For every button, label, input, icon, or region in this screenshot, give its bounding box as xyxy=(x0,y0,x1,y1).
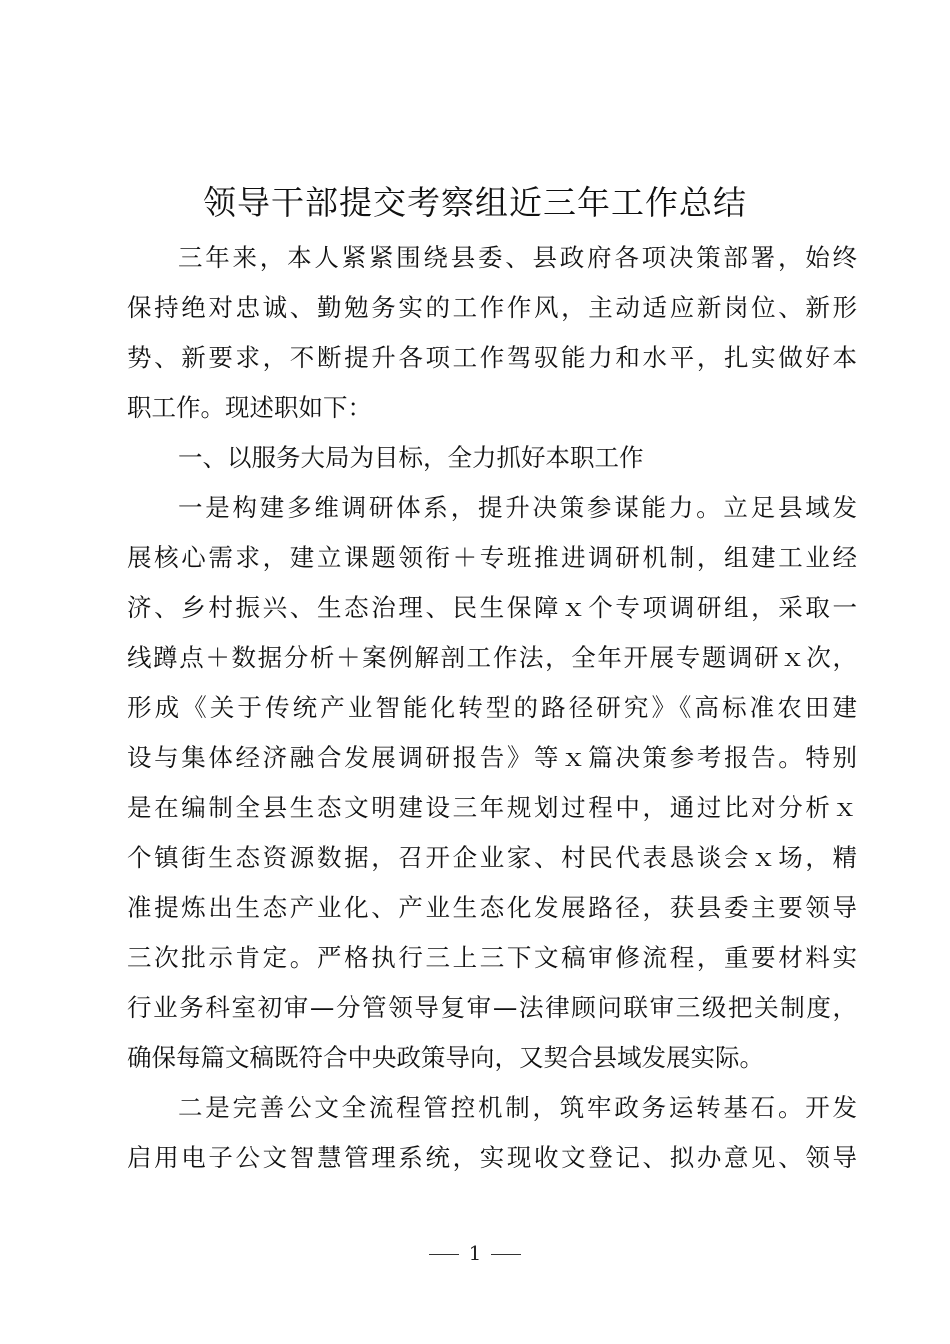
document-body xyxy=(127,233,857,1183)
page-footer xyxy=(0,1238,950,1268)
paragraph-line: 启用电子公文智慧管理系统，实现收文登记、拟办意见、领导 xyxy=(127,1143,857,1172)
paragraph-line: 形成《关于传统产业智能化转型的路径研究》《高标准农田建 xyxy=(127,693,857,722)
paragraph-line: 展核心需求，建立课题领衔＋专班推进调研机制，组建工业经 xyxy=(127,543,857,572)
paragraph-line: 准提炼出生态产业化、产业生态化发展路径，获县委主要领导 xyxy=(127,893,857,922)
paragraph-line: 一是构建多维调研体系，提升决策参谋能力。立足县域发 xyxy=(178,493,857,522)
footer-dash-right xyxy=(491,1254,521,1255)
paragraph-line: 线蹲点＋数据分析＋案例解剖工作法，全年开展专题调研ｘ次， xyxy=(127,643,857,672)
paragraph-line: 三年来，本人紧紧围绕县委、县政府各项决策部署，始终 xyxy=(178,243,857,272)
document-title: 领导干部提交考察组近三年工作总结 xyxy=(203,183,747,222)
paragraph-line: 设与集体经济融合发展调研报告》等ｘ篇决策参考报告。特别 xyxy=(127,743,857,772)
section-heading: 一、以服务大局为目标，全力抓好本职工作 xyxy=(178,443,644,472)
paragraph-line: 行业务科室初审—分管领导复审—法律顾问联审三级把关制度， xyxy=(127,993,857,1022)
paragraph-line: 三次批示肯定。严格执行三上三下文稿审修流程，重要材料实 xyxy=(127,943,857,972)
paragraph-line: 职工作。现述职如下： xyxy=(127,393,372,422)
paragraph-line: 济、乡村振兴、生态治理、民生保障ｘ个专项调研组，采取一 xyxy=(127,593,857,622)
paragraph-line: 个镇街生态资源数据，召开企业家、村民代表恳谈会ｘ场，精 xyxy=(127,843,857,872)
page-number: 1 xyxy=(468,1241,482,1265)
paragraph-line: 是在编制全县生态文明建设三年规划过程中，通过比对分析ｘ xyxy=(127,793,857,822)
paragraph-line: 确保每篇文稿既符合中央政策导向，又契合县域发展实际。 xyxy=(127,1043,764,1072)
paragraph-line: 势、新要求，不断提升各项工作驾驭能力和水平，扎实做好本 xyxy=(127,343,857,372)
footer-dash-left xyxy=(429,1254,459,1255)
paragraph-line: 二是完善公文全流程管控机制，筑牢政务运转基石。开发 xyxy=(178,1093,857,1122)
paragraph-line: 保持绝对忠诚、勤勉务实的工作作风，主动适应新岗位、新形 xyxy=(127,293,857,322)
